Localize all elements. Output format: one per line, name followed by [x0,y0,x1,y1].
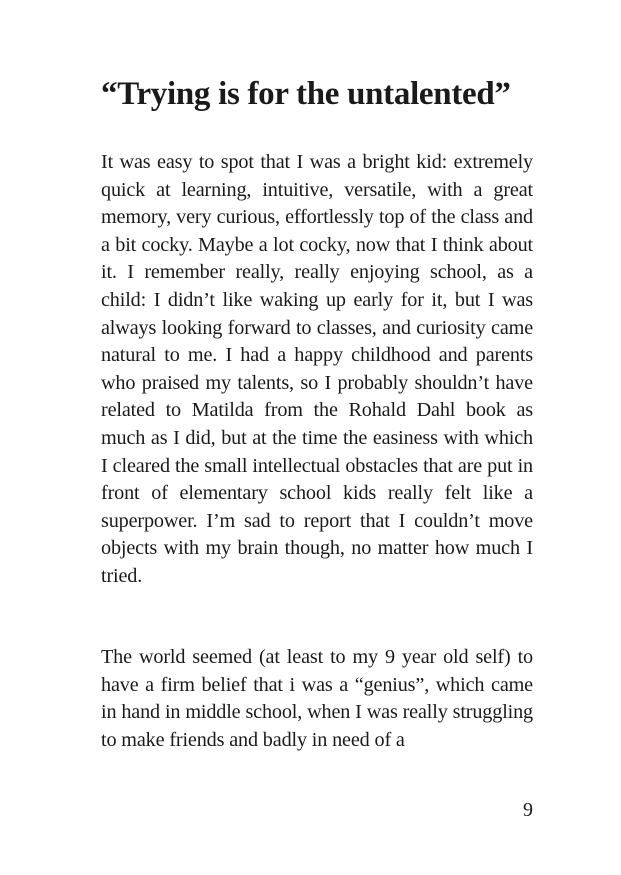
page-number: 9 [523,799,533,821]
body-paragraph-1: It was easy to spot that I was a bright kid: extremely quick at learning, intuitive, versatile, with a great memory, very curious, effortlessly top of the class and a bit cocky. Maybe a lot cocky, now that I think about it. I remember really, really enjoying school, as a child: I didn’t like waking up early for it, but I was always looking forward to classes, and curiosity came natural to me. I had a happy childhood and parents who praised my talents, so I probably shouldn’t have related to Matilda from the Rohald Dahl book as much as I did, but at the time the easiness with which I cleared the small intellectual obstacles that are put in front of elementary school kids really felt like a superpower. I’m sad to report that I couldn’t move objects with my brain though, no matter how much I tried. [101,151,533,587]
book-page [101,0,533,875]
chapter-title: “Trying is for the untalented” [101,76,511,112]
body-paragraph-2: The world seemed (at least to my 9 year old self) to have a firm belief that i was a “genius”, which came in hand in middle school, when I was really struggling to make friends and badly in need of a [101,646,533,751]
